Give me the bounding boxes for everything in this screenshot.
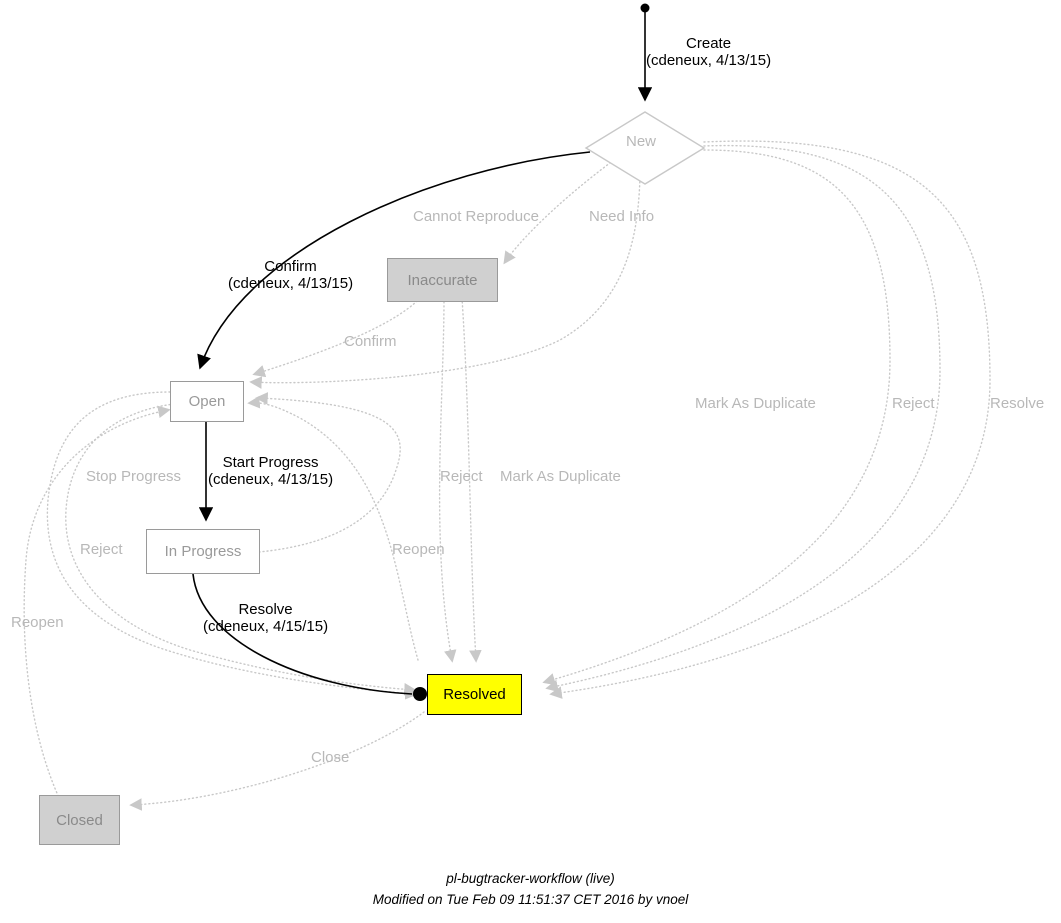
transition-label-mark-as-duplicate-mid: Mark As Duplicate	[500, 468, 621, 485]
transition-confirm-detail: (cdeneux, 4/13/15)	[228, 275, 354, 292]
node-open-label: Open	[188, 393, 226, 410]
transition-label-resolve-right: Resolve	[990, 395, 1045, 412]
transition-label-close: Close	[311, 749, 350, 766]
transition-label-resolve-taken	[203, 601, 328, 635]
transition-resolve-detail: (cdeneux, 4/15/15)	[203, 618, 329, 635]
transition-label-cannot-reproduce: Cannot Reproduce	[413, 208, 539, 225]
diagram-modified: Modified on Tue Feb 09 11:51:37 CET 2016 by vnoel	[372, 892, 689, 907]
transition-start-progress-detail: (cdeneux, 4/13/15)	[208, 471, 334, 488]
node-open[interactable]	[170, 381, 244, 422]
transition-label-reject-mid: Reject	[440, 468, 483, 485]
node-resolved-label: Resolved	[443, 686, 506, 703]
transition-label-reject-left: Reject	[80, 541, 123, 558]
transition-confirm-name: Confirm	[264, 258, 317, 275]
transition-label-stop-progress: Stop Progress	[86, 468, 182, 485]
node-closed[interactable]	[39, 795, 120, 845]
node-closed-label: Closed	[56, 811, 103, 829]
transition-label-need-info: Need Info	[589, 208, 655, 225]
node-in-progress-label: In Progress	[164, 543, 242, 560]
diagram-title: pl-bugtracker-workflow (live)	[446, 871, 615, 886]
transition-start-progress-name: Start Progress	[222, 454, 319, 471]
transition-label-confirm	[228, 258, 353, 292]
transition-resolve-name: Resolve	[238, 601, 293, 618]
transition-create-detail: (cdeneux, 4/13/15)	[646, 52, 772, 69]
transition-label-create	[646, 35, 771, 69]
node-resolved[interactable]	[427, 674, 522, 715]
transition-label-reopen-left: Reopen	[11, 614, 64, 631]
transition-label-start-progress	[208, 454, 333, 488]
transition-create-name: Create	[686, 35, 732, 52]
node-inaccurate-label: Inaccurate	[407, 271, 478, 289]
node-new[interactable]	[626, 133, 656, 150]
transition-label-confirm-available: Confirm	[344, 333, 397, 350]
node-new-label: New	[626, 133, 657, 150]
transition-label-reopen-mid: Reopen	[392, 541, 445, 558]
node-in-progress[interactable]	[146, 529, 260, 574]
transition-label-mark-as-duplicate-right: Mark As Duplicate	[695, 395, 816, 412]
node-inaccurate[interactable]	[387, 258, 498, 302]
transition-label-reject-right: Reject	[892, 395, 935, 412]
